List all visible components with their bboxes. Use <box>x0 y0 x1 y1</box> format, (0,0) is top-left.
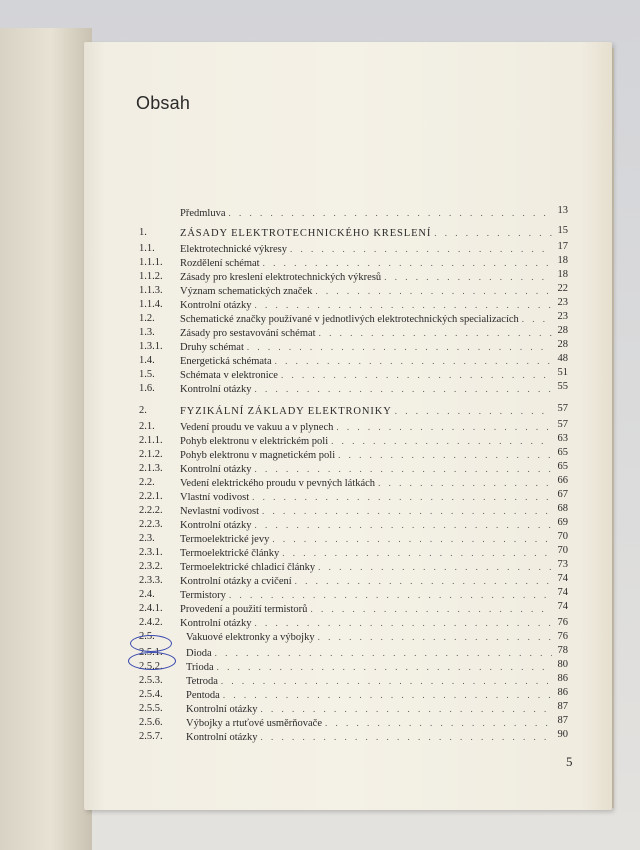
toc-section-number: 2.5.5. <box>139 703 163 714</box>
toc-page-number: 90 <box>557 729 568 740</box>
toc-entry-title: Pohyb elektronu v magnetickém poli <box>180 450 336 461</box>
toc-page-number: 22 <box>557 283 568 294</box>
toc-row <box>0 270 640 284</box>
toc-section-number: 2.3.2. <box>139 561 163 572</box>
toc-page-number: 86 <box>557 673 568 684</box>
toc-row <box>0 560 640 574</box>
toc-entry <box>180 284 552 299</box>
toc-row <box>0 354 640 368</box>
toc-page-number: 78 <box>557 645 568 656</box>
toc-page-number: 55 <box>557 381 568 392</box>
toc-entry <box>180 546 552 561</box>
toc-entry-title: Vakuové elektronky a výbojky <box>186 632 315 643</box>
toc-page-number: 70 <box>557 545 568 556</box>
dot-leader <box>338 448 552 462</box>
toc-entry-title: Kontrolní otázky <box>180 464 252 475</box>
toc-page-number: 28 <box>557 339 568 350</box>
toc-page-number: 68 <box>557 503 568 514</box>
toc-page-number: 76 <box>557 631 568 642</box>
toc-page-number: 65 <box>557 461 568 472</box>
dot-leader <box>254 518 552 532</box>
toc-entry <box>180 532 552 547</box>
dot-leader <box>310 602 552 616</box>
toc-entry <box>186 630 552 645</box>
toc-section-number: 2.1.1. <box>139 435 163 446</box>
toc-entry <box>186 660 552 675</box>
toc-row <box>0 688 640 702</box>
toc-entry-title: Pentoda <box>186 690 220 701</box>
toc-entry-title: Provedení a použití termistorů <box>180 604 308 615</box>
toc-entry-title: Kontrolní otázky <box>180 300 252 311</box>
dot-leader <box>336 420 552 434</box>
dot-leader <box>315 284 552 298</box>
toc-row <box>0 716 640 730</box>
toc-section-number: 1.1. <box>139 243 155 254</box>
toc-row <box>0 574 640 588</box>
toc-section-number: 2.3.1. <box>139 547 163 558</box>
toc-entry-title: Tetroda <box>186 676 218 687</box>
toc-entry-title: Kontrolní otázky a cvičení <box>180 576 292 587</box>
toc-entry <box>180 382 552 397</box>
toc-section-number: 2.5.1. <box>139 647 163 658</box>
dot-leader <box>262 504 552 518</box>
toc-section-number: 1.1.3. <box>139 285 163 296</box>
dot-leader <box>395 404 552 418</box>
toc-section-number: 2.5.6. <box>139 717 163 728</box>
pen-circle-mark <box>130 635 172 652</box>
toc-entry <box>180 326 552 341</box>
toc-entry-title: Předmluva <box>180 208 226 219</box>
toc-entry <box>180 354 552 369</box>
dot-leader <box>522 312 552 326</box>
dot-leader <box>318 560 552 574</box>
toc-section-number: 2.2.1. <box>139 491 163 502</box>
toc-row <box>0 616 640 630</box>
toc-row <box>0 490 640 504</box>
toc-section-number: 1.6. <box>139 383 155 394</box>
toc-page-number: 23 <box>557 297 568 308</box>
toc-entry-title: Dioda <box>186 648 212 659</box>
dot-leader <box>331 434 552 448</box>
toc-section-number: 2.5.4. <box>139 689 163 700</box>
toc-row <box>0 630 640 644</box>
toc-entry-title: Termistory <box>180 590 226 601</box>
toc-row <box>0 298 640 312</box>
toc-entry-title: Význam schematických značek <box>180 286 313 297</box>
dot-leader <box>319 326 552 340</box>
toc-page-number: 69 <box>557 517 568 528</box>
toc-section-number: 1.1.2. <box>139 271 163 282</box>
toc-row <box>0 206 640 220</box>
toc-row <box>0 546 640 560</box>
toc-entry-title: Kontrolní otázky <box>180 384 252 395</box>
toc-entry <box>180 270 552 285</box>
toc-section-number: 2.4.1. <box>139 603 163 614</box>
toc-section-number: 2.1.3. <box>139 463 163 474</box>
toc-entry <box>180 616 552 631</box>
dot-leader <box>295 574 552 588</box>
toc-section-number: 2.2.3. <box>139 519 163 530</box>
toc-row <box>0 256 640 270</box>
toc-row <box>0 602 640 616</box>
toc-page-number: 74 <box>557 587 568 598</box>
toc-section-number: 1.1.1. <box>139 257 163 268</box>
toc-page-number: 65 <box>557 447 568 458</box>
toc-entry-title: Zásady pro sestavování schémat <box>180 328 316 339</box>
toc-entry <box>186 674 552 689</box>
toc-page-number: 15 <box>557 225 568 236</box>
toc-entry-title: Elektrotechnické výkresy <box>180 244 287 255</box>
toc-page-number: 67 <box>557 489 568 500</box>
toc-section-number: 1.1.4. <box>139 299 163 310</box>
toc-row <box>0 242 640 256</box>
toc-entry <box>180 312 552 327</box>
toc-section-number: 2.5. <box>139 631 155 642</box>
toc-page-number: 23 <box>557 311 568 322</box>
toc-entry <box>186 716 552 731</box>
toc-page-number: 51 <box>557 367 568 378</box>
toc-page-number: 74 <box>557 573 568 584</box>
toc-row <box>0 434 640 448</box>
toc-entry <box>180 242 552 257</box>
toc-section-number: 1. <box>139 227 147 238</box>
toc-entry <box>180 448 552 463</box>
dot-leader <box>384 270 552 284</box>
toc-entry-title: Kontrolní otázky <box>186 732 258 743</box>
toc-entry <box>180 340 552 355</box>
toc-section-number: 2.2.2. <box>139 505 163 516</box>
toc-page-number: 76 <box>557 617 568 628</box>
dot-leader <box>254 462 552 476</box>
toc-section-number: 2. <box>139 405 147 416</box>
dot-leader <box>272 532 552 546</box>
dot-leader <box>263 256 552 270</box>
toc-entry-title: Kontrolní otázky <box>180 520 252 531</box>
toc-entry <box>180 588 552 603</box>
toc-page-number: 17 <box>557 241 568 252</box>
toc-page-number: 87 <box>557 715 568 726</box>
toc-row <box>0 674 640 688</box>
toc-row <box>0 518 640 532</box>
toc-row <box>0 340 640 354</box>
toc-row <box>0 284 640 298</box>
toc-page-number: 73 <box>557 559 568 570</box>
toc-entry <box>180 574 552 589</box>
dot-leader <box>282 546 552 560</box>
toc-row <box>0 420 640 434</box>
toc-entry <box>180 476 552 491</box>
toc-entry <box>186 730 552 745</box>
toc-entry <box>186 688 552 703</box>
toc-entry-title: Pohyb elektronu v elektrickém poli <box>180 436 329 447</box>
toc-section-number: 2.3. <box>139 533 155 544</box>
toc-entry-title: Rozdělení schémat <box>180 258 260 269</box>
toc-entry-title: Kontrolní otázky <box>180 618 252 629</box>
toc-section-number: 2.3.3. <box>139 575 163 586</box>
dot-leader <box>247 340 552 354</box>
toc-section-number: 2.1. <box>139 421 155 432</box>
page-number: 5 <box>566 754 573 769</box>
toc-entry <box>180 504 552 519</box>
toc-row <box>0 368 640 382</box>
toc-section-number: 2.1.2. <box>139 449 163 460</box>
toc-row <box>0 660 640 674</box>
toc-entry-title: Nevlastní vodivost <box>180 506 260 517</box>
toc-section-number: 1.5. <box>139 369 155 380</box>
toc-entry-title: Kontrolní otázky <box>186 704 258 715</box>
toc-entry <box>180 404 552 419</box>
toc-entry-title: Vlastní vodivost <box>180 492 250 503</box>
toc-entry <box>180 518 552 533</box>
toc-page-number: 86 <box>557 687 568 698</box>
toc-row <box>0 702 640 716</box>
toc-section-number: 2.4. <box>139 589 155 600</box>
toc-entry <box>186 702 552 717</box>
toc-entry-title: Schematické značky používané v jednotlivých elektrotechnických specializacích <box>180 314 519 325</box>
toc-row <box>0 326 640 340</box>
toc-section-number: 2.5.2. <box>139 661 163 672</box>
toc-section-number: 1.2. <box>139 313 155 324</box>
toc-entry-title: Termoelektrické články <box>180 548 280 559</box>
toc-entry-title: FYZIKÁLNÍ ZÁKLADY ELEKTRONIKY <box>180 406 392 417</box>
toc-page-number: 66 <box>557 475 568 486</box>
toc-entry <box>180 256 552 271</box>
toc-entry <box>180 368 552 383</box>
toc-chapter-row <box>0 226 640 240</box>
dot-leader <box>215 646 552 660</box>
toc-page-number: 70 <box>557 531 568 542</box>
toc-page-number: 18 <box>557 255 568 266</box>
toc-row <box>0 382 640 396</box>
toc-row <box>0 476 640 490</box>
dot-leader <box>434 226 552 240</box>
dot-leader <box>221 674 552 688</box>
toc-entry <box>180 602 552 617</box>
dot-leader <box>325 716 552 730</box>
dot-leader <box>252 490 552 504</box>
toc-row <box>0 504 640 518</box>
dot-leader <box>378 476 552 490</box>
pen-circle-mark <box>128 652 176 670</box>
toc-page-number: 28 <box>557 325 568 336</box>
page-heading: Obsah <box>136 93 191 113</box>
toc-entry <box>180 226 552 241</box>
toc-section-number: 2.5.3. <box>139 675 163 686</box>
dot-leader <box>275 354 552 368</box>
dot-leader <box>254 298 552 312</box>
dot-leader <box>290 242 552 256</box>
toc-page-number: 57 <box>557 419 568 430</box>
toc-entry-title: Vedení proudu ve vakuu a v plynech <box>180 422 334 433</box>
toc-page-number: 74 <box>557 601 568 612</box>
toc-entry <box>180 434 552 449</box>
toc-chapter-row <box>0 404 640 418</box>
toc-page-number: 63 <box>557 433 568 444</box>
toc-row <box>0 462 640 476</box>
dot-leader <box>229 206 553 220</box>
toc-page-number: 87 <box>557 701 568 712</box>
toc-section-number: 1.3.1. <box>139 341 163 352</box>
toc-entry-title: Výbojky a rtuťové usměrňovače <box>186 718 322 729</box>
toc-entry-title: Vedení elektrického proudu v pevných látkách <box>180 478 376 489</box>
toc-entry-title: Energetická schémata <box>180 356 272 367</box>
toc-entry <box>180 420 552 435</box>
dot-leader <box>318 630 552 644</box>
toc-entry <box>180 206 552 221</box>
toc-entry-title: Termoelektrické jevy <box>180 534 270 545</box>
toc-entry-title: ZÁSADY ELEKTROTECHNICKÉHO KRESLENÍ <box>180 228 432 239</box>
toc-entry <box>180 298 552 313</box>
toc-page-number: 13 <box>557 205 568 216</box>
dot-leader <box>229 588 552 602</box>
toc-entry-title: Trioda <box>186 662 214 673</box>
toc-entry-title: Termoelektrické chladicí články <box>180 562 316 573</box>
toc-entry <box>186 646 552 661</box>
dot-leader <box>281 368 552 382</box>
toc-entry <box>180 490 552 505</box>
dot-leader <box>260 702 552 716</box>
dot-leader <box>217 660 552 674</box>
toc-row <box>0 646 640 660</box>
toc-section-number: 2.2. <box>139 477 155 488</box>
toc-section-number: 2.4.2. <box>139 617 163 628</box>
toc-row <box>0 730 640 744</box>
toc-entry-title: Schémata v elektronice <box>180 370 278 381</box>
toc-row <box>0 448 640 462</box>
toc-page-number: 18 <box>557 269 568 280</box>
toc-entry-title: Zásady pro kreslení elektrotechnických výkresů <box>180 272 382 283</box>
toc-section-number: 1.3. <box>139 327 155 338</box>
toc-page-number: 48 <box>557 353 568 364</box>
dot-leader <box>223 688 552 702</box>
toc-section-number: 2.5.7. <box>139 731 163 742</box>
toc-entry <box>180 462 552 477</box>
toc-row <box>0 532 640 546</box>
toc-entry-title: Druhy schémat <box>180 342 244 353</box>
toc-section-number: 1.4. <box>139 355 155 366</box>
toc-page-number: 57 <box>557 403 568 414</box>
toc-row <box>0 588 640 602</box>
dot-leader <box>254 382 552 396</box>
dot-leader <box>254 616 552 630</box>
toc-row <box>0 312 640 326</box>
toc-page-number: 80 <box>557 659 568 670</box>
dot-leader <box>260 730 552 744</box>
toc-entry <box>180 560 552 575</box>
